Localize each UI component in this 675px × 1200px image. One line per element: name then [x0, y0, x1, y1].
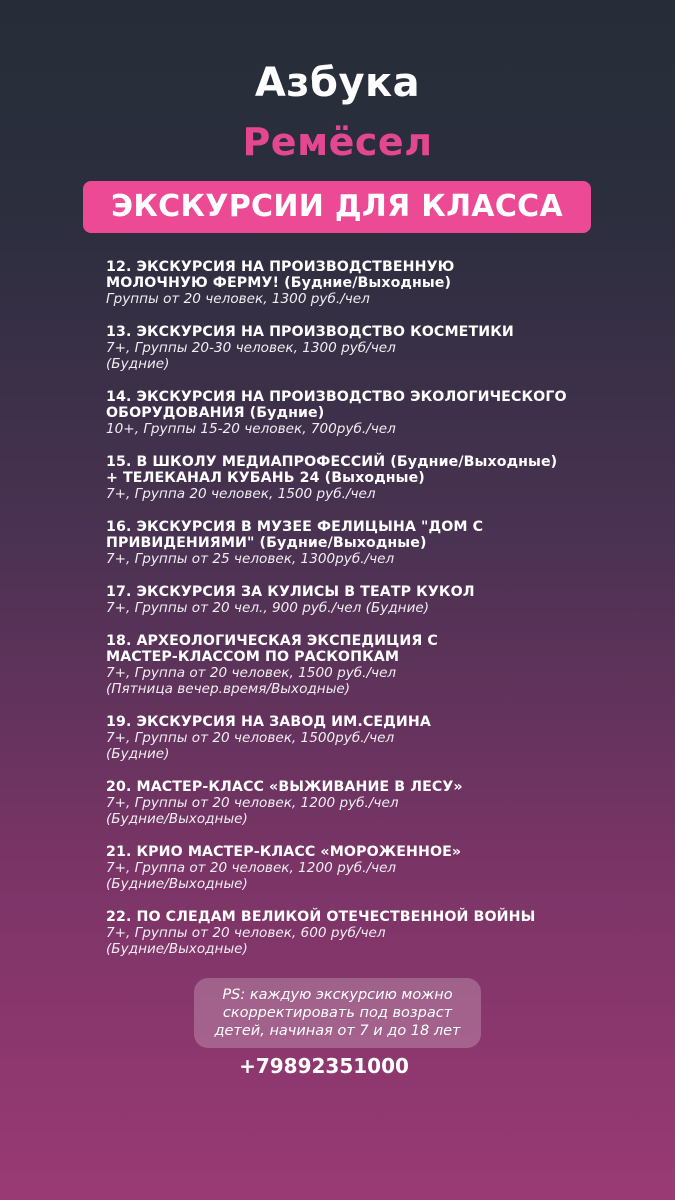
excursion-item-18	[106, 633, 576, 697]
excursion-item-16	[106, 519, 576, 567]
excursion-item-13	[106, 324, 576, 372]
excursion-item-20	[106, 779, 576, 827]
brand-title-line2: Ремёсел	[242, 120, 433, 164]
excursion-item-14	[106, 389, 576, 437]
section-banner: ЭКСКУРСИИ ДЛЯ КЛАССА	[83, 181, 591, 233]
excursion-details: 10+, Группы 15-20 человек, 700руб./чел	[106, 421, 396, 437]
excursion-item-12	[106, 259, 576, 307]
excursion-details: 7+, Группа от 20 человек, 1500 руб./чел (Пятница вечер.время/Выходные)	[106, 665, 397, 697]
excursion-item-17	[106, 584, 576, 616]
excursion-title: 17. ЭКСКУРСИЯ ЗА КУЛИСЫ В ТЕАТР КУКОЛ	[106, 584, 475, 600]
excursion-title: 19. ЭКСКУРСИЯ НА ЗАВОД ИМ.СЕДИНА	[106, 714, 431, 730]
excursion-title: 18. АРХЕОЛОГИЧЕСКАЯ ЭКСПЕДИЦИЯ С МАСТЕР-КЛАССОМ ПО РАСКОПКАМ	[106, 633, 438, 665]
excursion-title: 15. В ШКОЛУ МЕДИАПРОФЕССИЙ (Будние/Выходные) + ТЕЛЕКАНАЛ КУБАНЬ 24 (Выходные)	[106, 454, 558, 486]
excursion-details: 7+, Группы от 20 чел., 900 руб./чел (Будние)	[106, 600, 430, 616]
excursion-details: 7+, Группа от 20 человек, 1200 руб./чел (Будние/Выходные)	[106, 860, 397, 892]
excursion-details: 7+, Группы от 20 человек, 1500руб./чел (Будние)	[106, 730, 395, 762]
excursion-details: 7+, Группы от 20 человек, 600 руб/чел (Будние/Выходные)	[106, 925, 386, 957]
excursion-details: 7+, Группы от 25 человек, 1300руб./чел	[106, 551, 395, 567]
excursion-item-21	[106, 844, 576, 892]
excursion-details: 7+, Группа 20 человек, 1500 руб./чел	[106, 486, 376, 502]
excursion-title: 21. КРИО МАСТЕР-КЛАСС «МОРОЖЕННОЕ»	[106, 844, 462, 860]
excursion-title: 22. ПО СЛЕДАМ ВЕЛИКОЙ ОТЕЧЕСТВЕННОЙ ВОЙНЫ	[106, 909, 536, 925]
excursion-item-19	[106, 714, 576, 762]
excursion-title: 13. ЭКСКУРСИЯ НА ПРОИЗВОДСТВО КОСМЕТИКИ	[106, 324, 514, 340]
excursion-details: Группы от 20 человек, 1300 руб./чел	[106, 291, 370, 307]
phone-number-link[interactable]: +79892351000	[239, 1054, 409, 1078]
excursion-list	[106, 259, 576, 974]
excursion-details: 7+, Группы 20-30 человек, 1300 руб/чел (Будние)	[106, 340, 396, 372]
excursion-title: 16. ЭКСКУРСИЯ В МУЗЕЕ ФЕЛИЦЫНА "ДОМ С ПРИВИДЕНИЯМИ" (Будние/Выходные)	[106, 519, 484, 551]
excursion-details: 7+, Группы от 20 человек, 1200 руб./чел (Будние/Выходные)	[106, 795, 399, 827]
ps-note: PS: каждую экскурсию можно скорректировать под возраст детей, начиная от 7 и до 18 лет	[194, 978, 481, 1048]
brand-title-line1: Азбука	[254, 60, 421, 106]
excursion-title: 14. ЭКСКУРСИЯ НА ПРОИЗВОДСТВО ЭКОЛОГИЧЕСКОГО ОБОРУДОВАНИЯ (Будние)	[106, 389, 567, 421]
excursion-item-22	[106, 909, 576, 957]
excursion-title: 20. МАСТЕР-КЛАСС «ВЫЖИВАНИЕ В ЛЕСУ»	[106, 779, 463, 795]
excursion-item-15	[106, 454, 576, 502]
excursion-title: 12. ЭКСКУРСИЯ НА ПРОИЗВОДСТВЕННУЮ МОЛОЧНУЮ ФЕРМУ! (Будние/Выходные)	[106, 259, 455, 291]
